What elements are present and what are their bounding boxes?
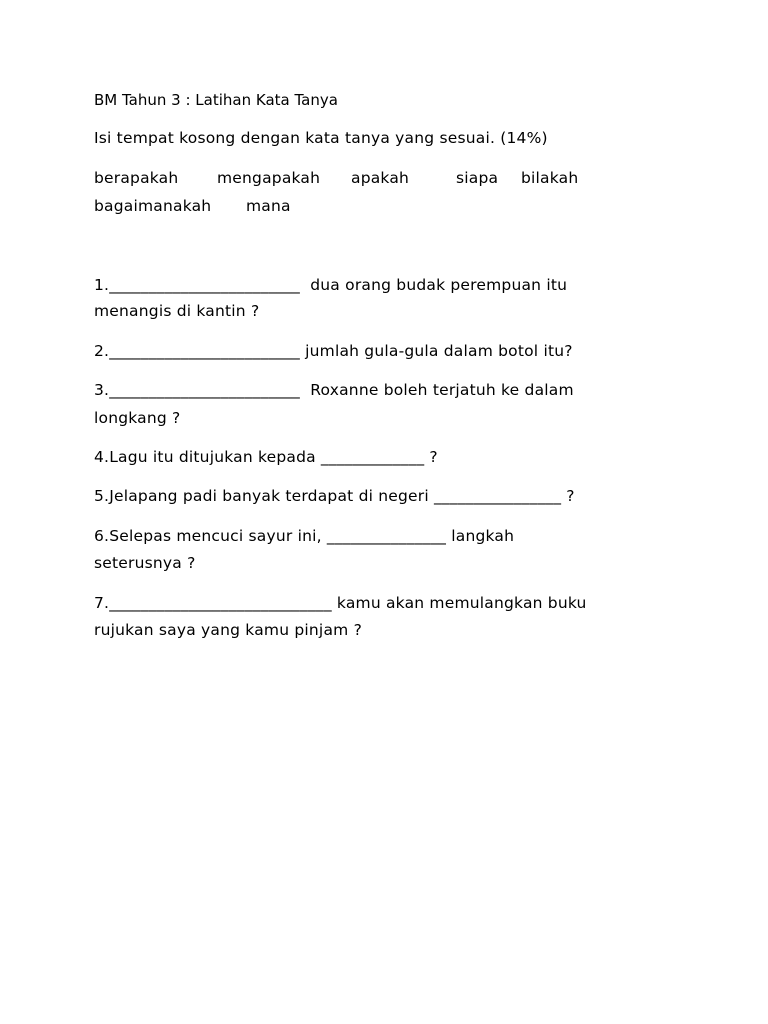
question-7-line-2: rujukan saya yang kamu pinjam ? [94, 621, 362, 639]
question-6-line-1: 6.Selepas mencuci sayur ini, _______________ langkah [94, 527, 515, 545]
word-bank-item: mana [246, 197, 291, 215]
word-bank-item: siapa [456, 169, 499, 187]
question-3-line-1: 3.________________________ Roxanne boleh terjatuh ke dalam [94, 381, 574, 399]
question-7-line-1: 7.____________________________ kamu akan memulangkan buku [94, 594, 587, 612]
word-bank-item: mengapakah [217, 169, 321, 187]
question-2-line-1: 2.________________________ jumlah gula-gula dalam botol itu? [94, 342, 573, 360]
worksheet-title: BM Tahun 3 : Latihan Kata Tanya [94, 91, 338, 109]
question-3-line-2: longkang ? [94, 409, 181, 427]
question-4-line-1: 4.Lagu itu ditujukan kepada _____________ ? [94, 448, 438, 466]
word-bank-item: bagaimanakah [94, 197, 212, 215]
instruction-text: Isi tempat kosong dengan kata tanya yang sesuai. (14%) [94, 129, 548, 147]
question-1-line-2: menangis di kantin ? [94, 302, 260, 320]
question-1-line-1: 1.________________________ dua orang budak perempuan itu [94, 276, 568, 294]
word-bank-item: apakah [351, 169, 410, 187]
question-6-line-2: seterusnya ? [94, 554, 196, 572]
question-5-line-1: 5.Jelapang padi banyak terdapat di negeri ________________ ? [94, 487, 575, 505]
word-bank-item: bilakah [521, 169, 579, 187]
word-bank-item: berapakah [94, 169, 179, 187]
